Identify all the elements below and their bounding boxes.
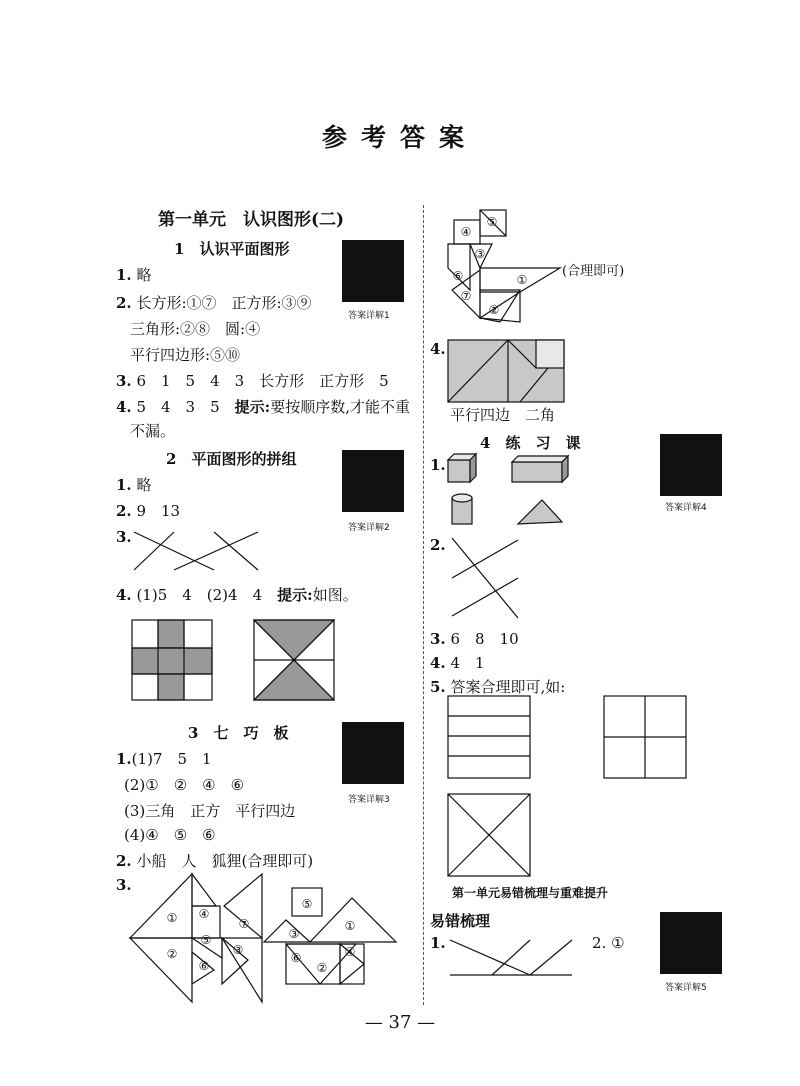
swan-note: (合理即可) <box>562 264 625 279</box>
r-q4-num: 4. <box>430 340 446 358</box>
qr-code-5[interactable] <box>660 912 722 974</box>
fish-label-1: ① <box>166 911 178 925</box>
fish-label-6: ⑥ <box>198 959 210 973</box>
swan-label-4: ④ <box>460 225 472 239</box>
section-4-heading <box>480 432 580 453</box>
s3-q2-text: 小船 人 狐狸(合理即可) <box>136 852 314 870</box>
s1-hint-text: 要按顺序数,才能不重 <box>270 398 410 416</box>
s2-q3-num: 3. <box>116 528 132 546</box>
fish-label-5: ⑤ <box>200 933 212 947</box>
s1-q4-num: 4. <box>116 398 132 416</box>
s4-q5-num: 5. <box>430 678 446 696</box>
section-2-heading <box>166 448 296 469</box>
section-1-number: 1 <box>174 240 185 258</box>
s1-hint-cont: 不漏。 <box>130 422 176 440</box>
s4-q5-text: 答案合理即可,如: <box>450 678 566 696</box>
section-3-name: 七 巧 板 <box>213 724 289 742</box>
section-4-name: 练 习 课 <box>505 434 581 452</box>
s2-hint-text: 如图。 <box>312 586 358 604</box>
qr-code-2[interactable] <box>342 450 404 512</box>
s3-q1-text: (1)7 5 1 <box>131 750 212 768</box>
section-1-heading <box>174 238 289 259</box>
s2-q3 <box>116 528 132 546</box>
swan-label-7: ⑦ <box>460 289 472 303</box>
page-title: 参考答案 <box>321 123 478 152</box>
s3-q3-num: 3. <box>116 876 132 894</box>
qr-caption-1: 答案详解1 <box>348 311 390 321</box>
s5-q2: 2. ① <box>592 934 625 952</box>
s2-q1 <box>116 474 151 495</box>
house-label-5: ⑤ <box>301 897 313 911</box>
s2-q2 <box>116 500 180 521</box>
fish-label-3: ③ <box>232 943 244 957</box>
fish-tangram <box>130 874 262 1002</box>
s1-q3 <box>116 370 389 391</box>
s4-q5-figures <box>448 696 686 876</box>
s4-q4-num: 4. <box>430 654 446 672</box>
section-3-number: 3 <box>188 724 199 742</box>
qr-caption-3: 答案详解3 <box>348 795 390 805</box>
s4-solids <box>448 454 568 524</box>
s1-q2-num: 2. <box>116 294 132 312</box>
swan-label-1: ① <box>516 273 528 287</box>
s1-q4-text: 5 4 3 5 <box>136 398 220 416</box>
page-number: — 37 — <box>364 1012 436 1033</box>
fish-label-2: ② <box>166 947 178 961</box>
bowtie-square-figure <box>254 620 334 700</box>
r-q4-figure <box>448 340 564 402</box>
section-2-name: 平面图形的拼组 <box>191 450 297 468</box>
house-label-4: ④ <box>344 945 356 959</box>
s4-q3 <box>430 628 519 649</box>
house-label-6: ⑥ <box>290 951 302 965</box>
s5-sub: 易错梳理 <box>430 912 491 930</box>
s3-q1-num: 1. <box>116 750 132 768</box>
unit-heading: 第一单元 认识图形(二) <box>158 210 345 230</box>
s2-matching-diagram <box>134 532 258 570</box>
s1-q2-line3: 平行四边形:⑤⑩ <box>130 346 241 364</box>
s3-q1-2: (2)① ② ④ ⑥ <box>124 776 245 794</box>
section-3-heading <box>188 722 288 743</box>
section-5-heading: 第一单元易错梳理与重难提升 <box>452 886 609 900</box>
s2-q4 <box>116 584 358 605</box>
section-4-number: 4 <box>480 434 491 452</box>
s3-q2-num: 2. <box>116 852 132 870</box>
s1-q3-num: 3. <box>116 372 132 390</box>
s4-matching-diagram <box>452 538 518 618</box>
swan-label-5: ⑤ <box>486 215 498 229</box>
s1-q2-line2: 三角形:②⑧ 圆:④ <box>130 320 261 338</box>
s1-hint-label: 提示: <box>234 398 271 416</box>
s2-q2-text: 9 13 <box>136 502 181 520</box>
swan-label-6: ⑥ <box>452 269 464 283</box>
cross-grid-figure <box>132 620 212 700</box>
s2-q1-text: 略 <box>136 476 152 494</box>
s5-q1: 1. <box>430 934 446 952</box>
s5-matching-diagram <box>450 940 572 975</box>
qr-caption-4: 答案详解4 <box>665 503 707 513</box>
s2-hint-label: 提示: <box>277 586 313 604</box>
s2-q1-num: 1. <box>116 476 132 494</box>
column-divider <box>423 205 424 1005</box>
swan-label-3: ③ <box>474 247 486 261</box>
s4-q2: 2. <box>430 536 446 554</box>
s1-q2 <box>116 292 312 313</box>
fish-label-7: ⑦ <box>238 917 250 931</box>
r-q4-caption: 平行四边 二角 <box>450 406 556 424</box>
qr-caption-2: 答案详解2 <box>348 523 390 533</box>
s1-q4 <box>116 396 410 417</box>
qr-code-4[interactable] <box>660 434 722 496</box>
s3-q1-3: (3)三角 正方 平行四边 <box>124 802 296 820</box>
s1-q1-text: 略 <box>136 266 152 284</box>
qr-code-3[interactable] <box>342 722 404 784</box>
s4-q4-text: 4 1 <box>450 654 485 672</box>
section-2-number: 2 <box>166 450 177 468</box>
section-1-name: 认识平面图形 <box>199 240 290 258</box>
s1-q1 <box>116 264 151 285</box>
house-label-2: ② <box>316 961 328 975</box>
s3-q1 <box>116 748 212 769</box>
s1-q3-text: 6 1 5 4 3 长方形 正方形 5 <box>136 372 389 390</box>
qr-caption-5: 答案详解5 <box>665 983 707 993</box>
swan-tangram <box>448 210 560 322</box>
fish-label-4: ④ <box>198 907 210 921</box>
s4-q5 <box>430 676 565 697</box>
s2-q4-num: 4. <box>116 586 132 604</box>
s4-q1: 1. <box>430 456 446 474</box>
swan-label-2: ② <box>488 303 500 317</box>
s4-q3-text: 6 8 10 <box>450 630 519 648</box>
s3-q1-4: (4)④ ⑤ ⑥ <box>124 826 216 844</box>
s2-q2-num: 2. <box>116 502 132 520</box>
s1-q2-text: 长方形:①⑦ 正方形:③⑨ <box>136 294 312 312</box>
house-label-3: ③ <box>288 927 300 941</box>
s1-q1-num: 1. <box>116 266 132 284</box>
s3-q3 <box>116 876 132 894</box>
s4-q4 <box>430 652 485 673</box>
s3-q2 <box>116 850 313 871</box>
s4-q3-num: 3. <box>430 630 446 648</box>
qr-code-1[interactable] <box>342 240 404 302</box>
house-label-1: ① <box>344 919 356 933</box>
s2-q4-text: (1)5 4 (2)4 4 <box>136 586 263 604</box>
house-tangram <box>264 888 396 984</box>
